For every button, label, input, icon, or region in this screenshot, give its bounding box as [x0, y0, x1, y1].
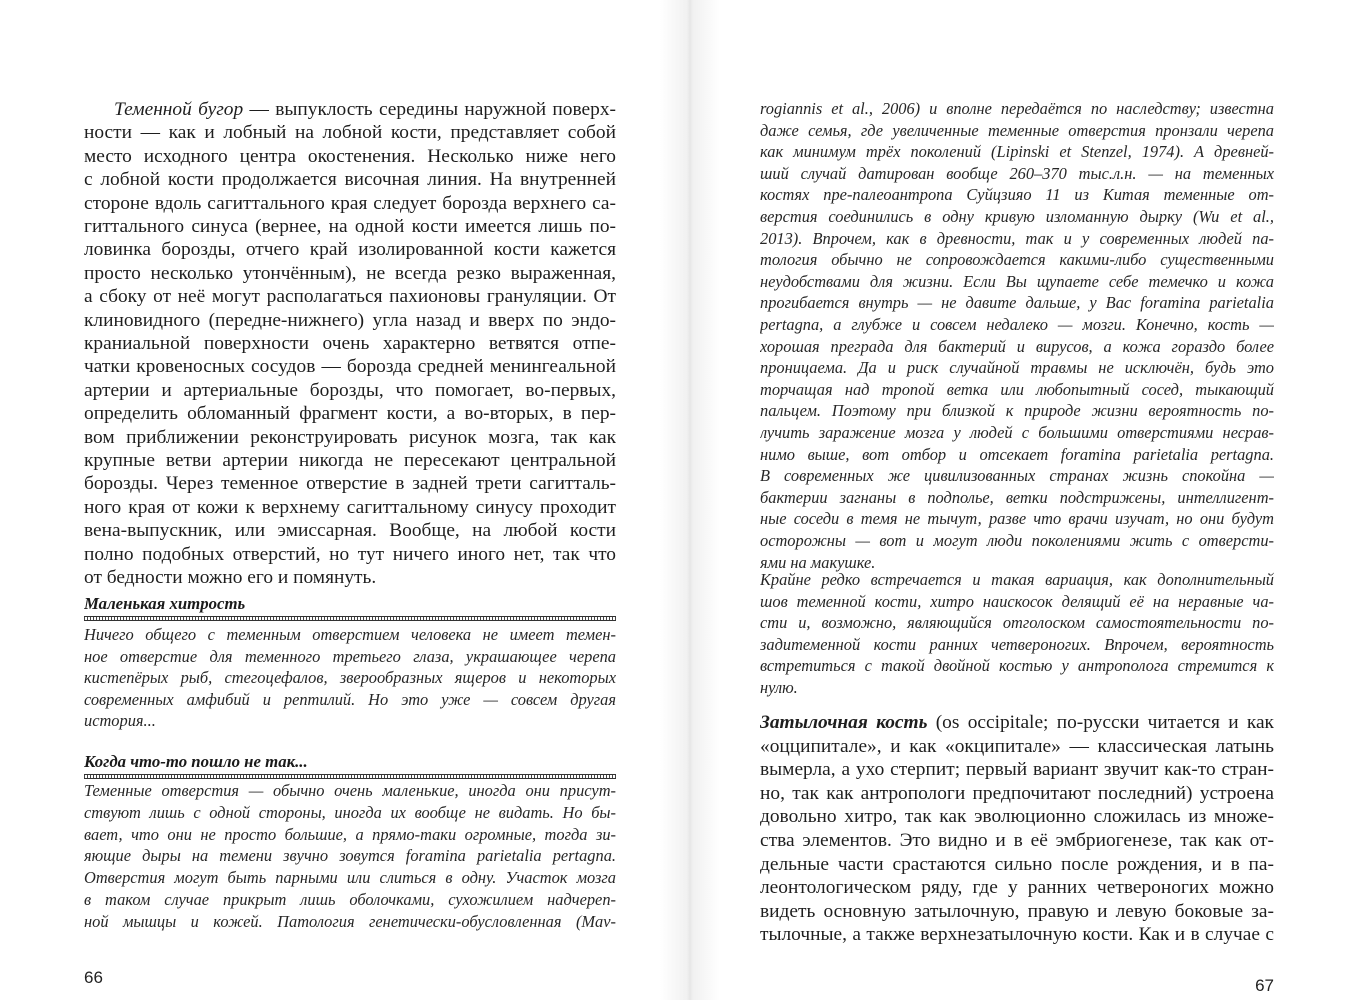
- box-text-line: 2013). Впрочем, как в древности, так и у современных людей па-: [760, 228, 1274, 248]
- left-page: [84, 0, 616, 1000]
- text-line: место исходного центра окостенения. Несколько ниже него: [84, 145, 616, 167]
- box-text-line: ные соседи в темя не тычут, разве что врачи изучат, но они будут: [760, 509, 1274, 529]
- text-line: Теменной бугор — выпуклость середины наружной поверх-: [114, 99, 616, 120]
- text-line: ности — как и лобный на лобной кости, представляет собой: [84, 122, 616, 144]
- text-line: вена-выпускник, или эмиссарная. Вообще, на любой кости: [84, 520, 616, 542]
- box-text-line: кистепёрых рыб, стегоцефалов, зверообразных ящеров и некоторых: [84, 668, 616, 688]
- box-text-line: история...: [84, 711, 156, 731]
- box-divider-rule: [84, 616, 616, 621]
- box-text-line: Крайне редко встречается и такая вариация, как дополнительный: [760, 570, 1274, 589]
- box-text-line: тология обычно не сопровождается какими-либо существенными: [760, 250, 1274, 270]
- text-line: ного края от кожи к верхнему сагиттальному синусу проходит: [84, 496, 616, 518]
- text-line: вымерла, а ухо стерпит; первый вариант звучит как-то стран-: [760, 759, 1274, 781]
- text-line: клиновидного (передне-нижнего) угла назад и вверх по эндо-: [84, 309, 616, 331]
- box-text-line: проницаема. Да и риск случайной травмы не исключён, будь это: [760, 358, 1274, 378]
- box-text-line: pertagna, а глубже и совсем недалеко — мозги. Конечно, кость —: [760, 315, 1274, 334]
- box-text-line: нимо выше, вот отбор и отсекает foramina parietalia pertagna.: [760, 444, 1274, 464]
- box-text-line: В современных же цивилизованных странах жизнь спокойна —: [760, 466, 1274, 486]
- text-line: видеть основную затылочную, правую и левую боковые за-: [760, 900, 1274, 922]
- box-text-line: нулю.: [760, 678, 798, 697]
- box-title-something-wrong: Когда что-то пошло не так...: [84, 752, 308, 771]
- box-text-line: прогибается внутрь — не давите дальше, у Вас foramina parietalia: [760, 293, 1274, 313]
- text-line: полно подобных отверстий, но тут ничего иного нет, так что: [84, 543, 616, 565]
- box-text-line: даже семья, где увеличенные теменные отверстия пронзали черепа: [760, 120, 1274, 140]
- page-number-left: 66: [84, 968, 103, 987]
- text-line: чатки кровеносных сосудов — борозда средней менингеальной: [84, 356, 616, 378]
- text-line: краниальной поверхности очень характерно ветвятся отпе-: [84, 333, 616, 354]
- box-text-line: ное отверстие для теменного третьего глаза, украшающее черепа: [84, 646, 616, 666]
- box-text-line: пальцем. Поэтому при близкой к природе жизни вероятность по-: [760, 401, 1274, 421]
- box-text-line: сти и, возможно, являющийся отголоском самостоятельности по-: [760, 613, 1274, 633]
- box-text-line: в таком случае прикрыт лишь оболочками, сухожилием надчереп-: [84, 890, 616, 909]
- text-line: просто несколько утончённым), не всегда резко выраженная,: [84, 262, 616, 284]
- box-text-line: хорошая преграда для бактерий и вирусов, а кожа гораздо более: [760, 336, 1274, 356]
- text-line: дельные части срастаются сильно после рождения, и в па-: [760, 853, 1274, 875]
- text-line: вом приближении реконструировать рисунок мозга, так как: [84, 426, 616, 448]
- text-line: стороне вдоль сагиттального края следует борозда верхнего са-: [84, 192, 616, 214]
- box-title-little-trick: Маленькая хитрость: [84, 594, 246, 613]
- page-number-right: 67: [1255, 976, 1274, 995]
- text-line: ловинка борозды, отчего край изолированной кости кажется: [84, 239, 616, 261]
- box-text-line: верстия соединились в одну кривую изломанную дырку (Wu et al.,: [760, 207, 1274, 226]
- box-text-line: костях пре-палеоантропа Суйцзияо 11 из Китая теменные от-: [760, 185, 1274, 205]
- text-line: гиттального синуса (вернее, на одной кости имеется лишь по-: [84, 216, 616, 237]
- box-text-line: современных амфибий и рептилий. Но это уже — совсем другая: [84, 689, 616, 709]
- box-text-line: бактерии загнаны в подполье, ветки подстрижены, интеллигент-: [760, 487, 1274, 507]
- box-text-line: торчащая над тропой ветка или любопытный сосед, тыкающий: [760, 379, 1274, 399]
- box-text-line: ной мышцы и кожей. Патология генетически-обусловленная (Mav-: [84, 911, 616, 931]
- box-text-line: Отверстия могут быть парными или слиться в одну. Участок мозга: [84, 868, 616, 888]
- box-text-line: яющие дыры на темени звучно зовутся foramina parietalia pertagna.: [84, 846, 616, 866]
- box-text-line: ствуют лишь с одной стороны, иногда их вообще не видать. Но бы-: [84, 802, 616, 822]
- box-text-line: rogiannis et al., 2006) и вполне передаётся по наследству; известна: [760, 99, 1274, 118]
- text-line: «оцципитале», и как «окципитале» — классическая латынь: [760, 735, 1274, 757]
- box-text-line: ший случай датирован вообще 260–370 тыс.л.н. — на теменных: [760, 163, 1274, 183]
- box-text-line: шов теменной кости, хитро наискосок делящий её на неравные ча-: [760, 591, 1274, 611]
- text-line: леонтологическом ряду, где у ранних четвероногих можно: [760, 877, 1274, 899]
- text-line: довольно хитро, так как эволюционно сложилась из множе-: [760, 806, 1274, 828]
- box-text-line: ями на макушке.: [760, 552, 876, 572]
- box-text-line: Ничего общего с теменным отверстием человека не имеет темен-: [84, 625, 616, 644]
- box-divider-rule: [84, 774, 616, 779]
- box-text-line: Теменные отверстия — обычно очень маленькие, иногда они присут-: [84, 781, 616, 800]
- text-line: ства элементов. Это видно и в её эмбриогенезе, так как от-: [760, 830, 1274, 851]
- text-line: от бедности можно его и помянуть.: [84, 567, 377, 588]
- text-line: определить обломанный фрагмент кости, а во-вторых, в пер-: [84, 403, 616, 425]
- text-line: а сбоку от неё могут располагаться пахионовы грануляции. От: [84, 286, 616, 308]
- box-text-line: вает, что они не просто большие, а прямо-таки огромные, тогда зи-: [84, 824, 616, 844]
- text-line: с лобной кости продолжается височная линия. На внутренней: [84, 169, 616, 191]
- text-line: но, так как антропологи предпочитают последний) устроена: [760, 782, 1274, 804]
- box-text-line: лучить заражение мозга у людей с большими отверстиями несрав-: [760, 423, 1274, 442]
- right-page: [760, 0, 1274, 1000]
- box-text-line: как минимум трёх поколений (Lipinski et Stenzel, 1974). А древней-: [760, 142, 1274, 162]
- text-line: артерии и артериальные борозды, что помогает, во-первых,: [84, 379, 616, 401]
- text-line: крупные ветви артерии никогда не пересекают центральной: [84, 450, 616, 471]
- box-text-line: осторожны — вот и могут люди поколениями жить с отверсти-: [760, 531, 1274, 550]
- book-gutter: [660, 0, 720, 1000]
- box-text-line: неудобствами для жизни. Если Вы щупаете себе темечко и кожа: [760, 271, 1274, 291]
- text-line: тылочные, а также верхнезатылочную кости. Как и в случае с: [760, 924, 1274, 946]
- text-line: Затылочная кость (os occipitale; по-русски читается и как: [760, 712, 1274, 733]
- text-line: борозды. Через теменное отверстие в задней трети сагитталь-: [84, 473, 616, 495]
- box-text-line: встретиться с такой двойной костью у антрополога стремится к: [760, 656, 1274, 676]
- box-text-line: задитеменной кости ранних четвероногих. Впрочем, вероятность: [760, 634, 1274, 654]
